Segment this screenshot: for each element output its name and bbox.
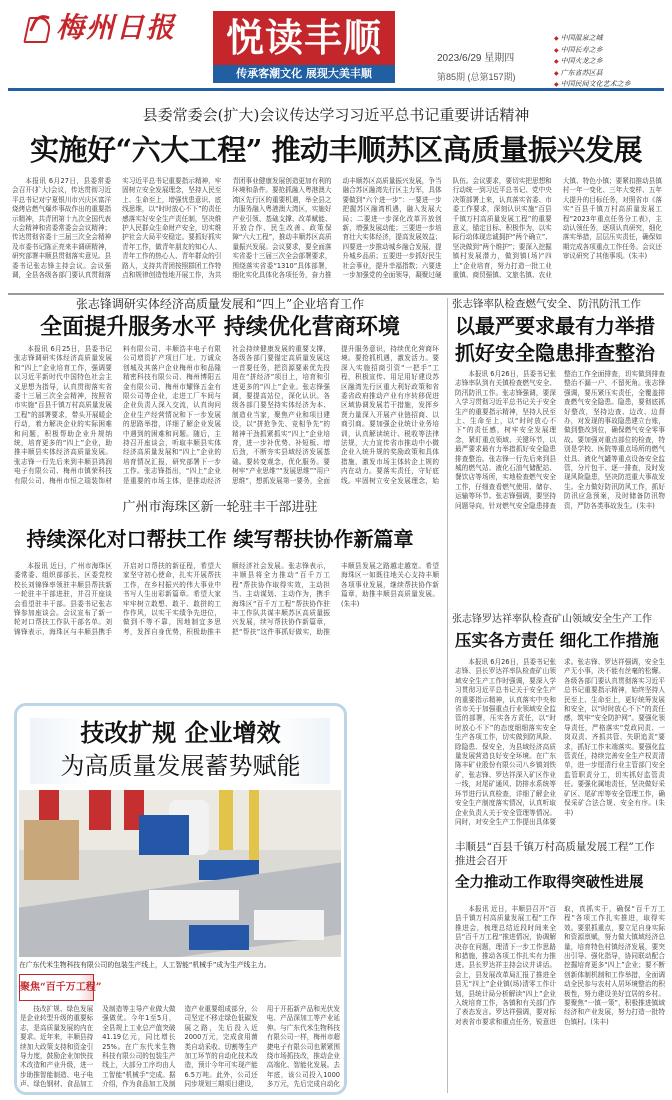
motto: ◆ 中国火龙之乡 <box>554 56 631 68</box>
article3-kicker: 广州市海珠区新一轮驻丰干部进驻 <box>122 500 318 515</box>
feature-headline-line1: 技改扩规 企业增效 <box>80 718 281 747</box>
article2-headline: 全面提升服务水平 持续优化营商环境 <box>40 314 400 340</box>
right2-headline: 压实各方责任 细化工作措施 <box>455 631 659 650</box>
motto: ◆ 广东省苏区县 <box>554 68 631 80</box>
lead-body <box>12 177 662 289</box>
masthead-divider <box>8 88 664 91</box>
photo-caption: 在广东代米生物科技有限公司的包装生产线上，人工智能“机械手”成为生产线主力。 <box>19 961 271 969</box>
right2-body <box>455 658 665 830</box>
article3-headline: 持续深化对口帮扶工作 续写帮扶协作新篇章 <box>26 527 414 551</box>
motto: ◆ 中国温泉之城 <box>554 33 631 45</box>
factory-photo <box>19 790 341 957</box>
right1-body <box>455 370 665 610</box>
article-text: 本报讯 6月25日，县委书记张志锋调研实体经济高质量发展和“四上”企业培育工作，强调要以习近平新时代中国特色社会主义思想为指导，认真贯彻落实省委十三届三次全会精神，按照省市实施“百县千镇万村高质量发展工程”的部署要求，带头开展暖企行动，着力解决企业的实际困难和问题，积极帮助企业升规纳统，培育更多的“四上”企业，助推丰顺县实体经济高质量发展。张志锋一行先后来到丰顺县鸿润电子有限公司、梅州市镇荣科技有限公司、梅州市恒之瑞装饰材料有限公司、丰顺浩丰电子有限公司增资扩产项目厂址、万诚众创城及其落户企业梅州市和品隆精密科技有限公司、梅州博阳五金有限公司、梅州市耀锋五金有限公司等企业，走进工厂车间与企业负责人深入交流，认真询问企业生产经营情况和下一步发展的思路举措，详细了解企业发展中遇到的困难和问题。随后，主持召开座谈会，听取丰顺县实体经济高质量发展和“四上”企业的培育情况汇报，研究部署下一步工作。张志锋指出，“四上”企业是重要的市场主体，是推动经济社会持续健康发展的重要支撑，各级各部门要锚定高质量发展这一首要任务，把资源要素优先投用在“拼经济”项目上，培育和引进更多的“四上”企业。张志锋强调，要提高站位，深化认识。各级各部门要坚持实体经济为本、制造业当家，聚焦产业和项目建设，以“拼抢争先、竞相争先”的精神干劲抓紧抓实“四上”企业培育，进一步补优势、补短板、增后劲，不断夯实县域经济发展基础。要转变观念，优化服务。要树牢“产业思维”“发展思维”“用户思维”，想抓发展第一要务，全面提升服务意识，持续优化营商环境。要抢抓机遇，激发活力。要深入实施招商引资“一把手”工程，积极宣传、用足用好建设苏区融湾先行区重大利好政策和省委省政府推动产业有序转移促进区域协调发展若干措施，发挥乡贤力量深入开展产业链招商、以商引商。要加强企业统计业务培训，认真解读统计、税收等法律法规，大力宣传省市推动中小微企业入统升规的奖励政策和具体措施，激发市场主体转企上规的内在动力。要落实责任，守好底线。牢固树立安全发展理念，始 <box>14 345 439 485</box>
lead-headline: 实施好“六大工程” 推动丰顺苏区高质量振兴发展 <box>30 133 642 167</box>
issue-number: 第85期 (总第157期) <box>437 72 516 82</box>
issue-date: 2023/6/29 星期四 <box>437 53 515 64</box>
article-text: 技改扩规、绿色发展是企业转型升级的重要标志，是高质量发展的内在要求。近年来，丰顺县持续加大政策支持和资金引导力度，鼓励企业加快技术改造和产业升级，进一步助推智能制造、电子电声、绿色钢材、食品加工及制造等主导产业做大做强做优。今年1至5月，全县规上工业总产值突破41.19亿元，同比增长25%。在广东代米生物科技有限公司的包装生产线上，大部分工序均由人工智能“机械手”完成。据介绍，作为食品加工及制造产业重要组成部分，公司坚定不移走绿色低碳发展之路，先后投入近2000万元，完成食用菌类自动采收、切割等生产加工环节的自动化技术改造，预计今年可实现产能6.5万吨。此外，公司还同步规划三期项目建设，用于开拓新产品和光伏发电、产品深加工等产业延伸。与广东代米生物科技有限公司一样，梅州市超捷电子有限公司也紧紧围绕市场抓技改，推动企业高端化、智能化发展。去年底，该公司投入1000多万元，先后完成自动化 <box>20 1005 340 1089</box>
brand-slogan: 传承客潮文化 展现大美丰顺 <box>213 65 395 83</box>
article3-body <box>14 562 439 690</box>
article-text: 本报讯 6月26日，县委书记张志锋率队到有关镇检查燃气安全、防汛防汛工作。张志锋强调，要深入学习贯彻习近平总书记关于安全生产的重要指示精神，坚持人民至上、生命至上，以“时时放心不下”的责任感，树牢安全发展理念，紧盯重点领域、关键环节，以最严要求最有力举措抓好安全隐患排查整治。张志锋一行先后来到县城的燃气站、液化石油气储配站、餐饮店等场所，实地检查燃气安全工作，仔细查看燃气使用、储存、运输等环节。张志锋强调，要坚持问题导向，针对燃气安全隐患排查整治工作全面排查，切实做到排查整治不漏一户、不留死角。张志锋强调，要压紧压实责任，全覆盖排查燃气安全隐患。隐患，要彻底抓好整改，坚持边查、边改、边督办，对发现的事故隐患建立台账，做到整改到位，确保燃气安全零事故。要加强对重点部位的检查，特别是学校、医院等重点场所的燃气灶具、液化气罐等重点设备安全监管，分片包干、逐一排查，及时发现风险隐患，坚决防范重大事故发生。全力做好防汛防风工作，抓好防汛应急预案，及时储备防汛物资，严防各类事故发生。(朱丰) <box>455 370 665 510</box>
article2-body <box>14 345 439 490</box>
right3-body <box>455 905 665 1095</box>
right1-headline: 以最严要求最有力举措抓好安全隐患排查整治 <box>455 314 655 365</box>
right1-kicker: 张志锋率队检查燃气安全、防汛防汛工作 <box>452 298 641 310</box>
article2-kicker: 张志锋调研实体经济高质量发展和“四上”企业培育工作 <box>75 297 365 311</box>
section-brand <box>213 11 395 83</box>
article-text: 本报讯 6月27日，县委常委会召开(扩大)会议，传达贯彻习近平总书记对宁夏银川市兴庆区富洋烧烤店燃气爆炸事故作出的重要指示精神，共青团第十九次全国代表大会精神和省委常委会会议精神；传达贯彻省委十三届三次全会精神及市委书记陈正亮来丰调研精神，研究部署丰顺县贯彻落实意见。县委书记张志锋主持会议。会议强调，全县各级各部门要认真贯彻落实习近平总书记重要指示精神，牢固树立安全发展理念，坚持人民至上、生命至上，增强忧患意识、底线思维，以“时时放心不下”的责任感落实好安全生产责任制，坚决维护人民群众生命财产安全，切实维护社会大局平安稳定。要抓好抓实青年工作，做青年朋友的知心人、青年工作的热心人、青年群众的引路人，支持共青团按照群团工作特点和规律创造性地开展工作，为共青团事业健康发展创造更加有利的环境和条件。要抢抓融入粤港澳大湾区先行区的重要机遇，举全县之力服务融入粤港澳大湾区，实施好产业引领、基础支撑、改革赋能、开放合作、民生改善、政策保障“六大工程”，推动丰顺苏区高质量振兴发展。会议要求，要全面落实省委十三届三次全会部署要求，围绕落实省委“1310”具体部署，细化实化具体化各项任务，奋力推动丰顺苏区高质量振兴发展，争当融合苏区融湾先行区主力军，具体要做到“六个进一步”：一要进一步把握苏区融湾机遇，融入发展大局；二要进一步深化改革开放创新，增强发展动能；三要进一步培育壮大实体经济，提高发展效益；四要进一步推动城乡融合发展，提升城乡品质；五要进一步抓好民生社会事业，提升幸福指数；六要进一步加强党的全面领导，凝聚过硬队伍。会议要求，要切实把思想和行动统一到习近平总书记、党中央决策部署上来，认真落实省委、市委工作要求，深刻认识实施“百县千镇万村高质量发展工程”的重要意义，锚定目标、积极作为，以实际行动体现忠诚拥护“两个确立”、坚决做到“两个维护”；要深入挖掘镇村发展潜力，做到镇(场)“四上”企业培育，努力打造一批工业重镇、商贸强镇、文旅名镇、农业大镇、特色小镇；要紧扣推动县镇村一年一变化、三年大变样、五年大提升的目标任务，对照省市《落实“百县千镇万村高质量发展工程”2023年重点任务分工表》，主动认领任务，逐项认真研究，细化落实举措，层层压实责任，确保如期完成各项重点工作任务。会议还审议研究了其他事项。(朱丰) <box>12 177 662 280</box>
motto: ◆ 中国民间文化艺术之乡 <box>554 79 631 91</box>
article-text: 本报讯 近日，广州市海珠区委常委、组织部部长、区委党校校长刘锦锋率领驻丰顺县帮扶新一轮驻丰干部进驻，并召开座谈会看望驻丰干部。县委书记张志锋参加座谈会。会议宣布了新一轮对口帮扶工作队干部名单。刘锦锋表示，海珠区与丰顺县携手开启对口帮扶的新征程，希望大家坚守初心使命，扎实开展帮扶工作，在乡村振兴的伟大事业中书写人生出彩新篇章。希望大家牢牢树立敢想、敢干、敢拼的工作作风，以实干实绩争先进位，做到不等不靠，因地制宜多思考，发挥自身优势，积极助推丰顺经济社会发展。张志锋表示，丰顺县将全力推动“百千万工程”帮扶协作取得实效，主动担当、主动谋划、主动作为，携手海珠区“百千万工程”帮扶协作驻丰工作队共谋丰顺苏区高质量振兴发展，续写帮扶协作新篇章，把“帮扶”这件事抓好做实，助推丰顺县发展之路越走越宽。希望海珠区一如既往地关心支持丰顺各项事业发展，继续帮扶协作新篇章，助推丰顺县高质量发展。(朱丰) <box>14 562 439 636</box>
lead-kicker: 县委常委会(扩大)会议传达学习习近平总书记重要讲话精神 <box>142 106 530 124</box>
focus-badge: 聚焦“百千万工程” <box>19 974 94 1001</box>
paper-name: 梅州日报 <box>56 11 177 44</box>
motto: ◆ 中国长寿之乡 <box>554 45 631 57</box>
right3-kicker: 丰顺县“百县千镇万村高质量发展工程”工作推进会召开 <box>455 841 655 867</box>
article-text: 本报讯 6月26日，县委书记张志锋、县长罗达祥率队检查矿山领域安全生产工作时强调，要深入学习贯彻习近平总书记关于安全生产的重要指示精神，认真落实中央和省市关于加强重点行业领域安全监管的部署，压实各方责任，以“时时放心不下”的态度细细落实安全生产各项工作，切实做到防风险、除隐患、保安全，为县域经济高质量发展营造良好安全环境。在广东陈丰矿业股份有限公司八乡镇刘铁矿，张志锋、罗达祥深入矿区作业一线，对尾矿通风、防排水系统等环节进行认真检查，详细了解企业安全生产制度落实情况，认真听取企业负责人关于安全管理等情况。同时，对安全生产工作提出具体要求。张志锋、罗达祥强调，安全生产无小事，决不能有丝毫的松懈。各级各部门要认真贯彻落实习近平总书记重要指示精神，始终坚持人民至上、生命至上，更好统筹发展和安全，以“时时放心不下”的责任感，筑牢“安全防护网”。要强化领导责任，严格落实“党政同责、一岗双责、齐抓共管、失职追责”要求，抓好工作末端落实。要强化监管责任，持续完善安全生产权责清单，进一步厘清行业主管部门安全监管职责分工，切实抓好监管责任。要强化属地责任，坚决做好采矿区、尾矿库等安全管理工作，确保采矿合法合规、安全有序。(朱丰) <box>455 658 665 826</box>
right2-kicker: 张志锋罗达祥率队检查矿山领域安全生产工作 <box>452 614 652 625</box>
section-divider <box>8 293 664 295</box>
column-divider <box>447 298 448 1093</box>
motto-list <box>554 33 631 91</box>
article-text: 本报讯 近日，丰顺县召开“百县千镇万村高质量发展工程”工作推进会，梳理总结近段时间来全县“百千万工程”推进情况，协调解决存在问题，理清下一步工作思路和措施，推动各项工作扎实有力推进。县长罗达祥主持会议并讲话。会上，县发展改革局汇报了推进全县无“四上”企业镇(场)清零工作计划，县统计局分析解读“四上”企业入统培育工作，各镇和有关部门作了表态发言。罗达祥强调，要对标对表省市要求和重点任务，锐意进取，真抓实干，确保“百千万工程”各项工作扎实推进，取得实效。要狠抓重点，要立足自身实际和资源禀赋，努力做大镇域经济总量，培育特色村镇经济发展，要突出引导、强化指导，协同联动配合挖掘培育更多“四上”企业；要不断创新体制机制和工作举措，全面调动全民参与农村人居环境整治的积极性，努力建设美好宜居的乡村。要聚焦“一镇一策”，积极推进镇域经济和产业发展，努力打造一批特色镇村。(朱丰) <box>455 905 665 1026</box>
right3-headline: 全力推动工作取得突破性进展 <box>455 874 644 891</box>
feature-headline-line2: 为高质量发展蓄势赋能 <box>60 752 301 780</box>
logo-flame-icon <box>24 13 52 43</box>
newspaper-logo <box>24 10 199 46</box>
brand-title: 悦读丰顺 <box>213 11 395 65</box>
feature-body <box>20 1005 340 1090</box>
